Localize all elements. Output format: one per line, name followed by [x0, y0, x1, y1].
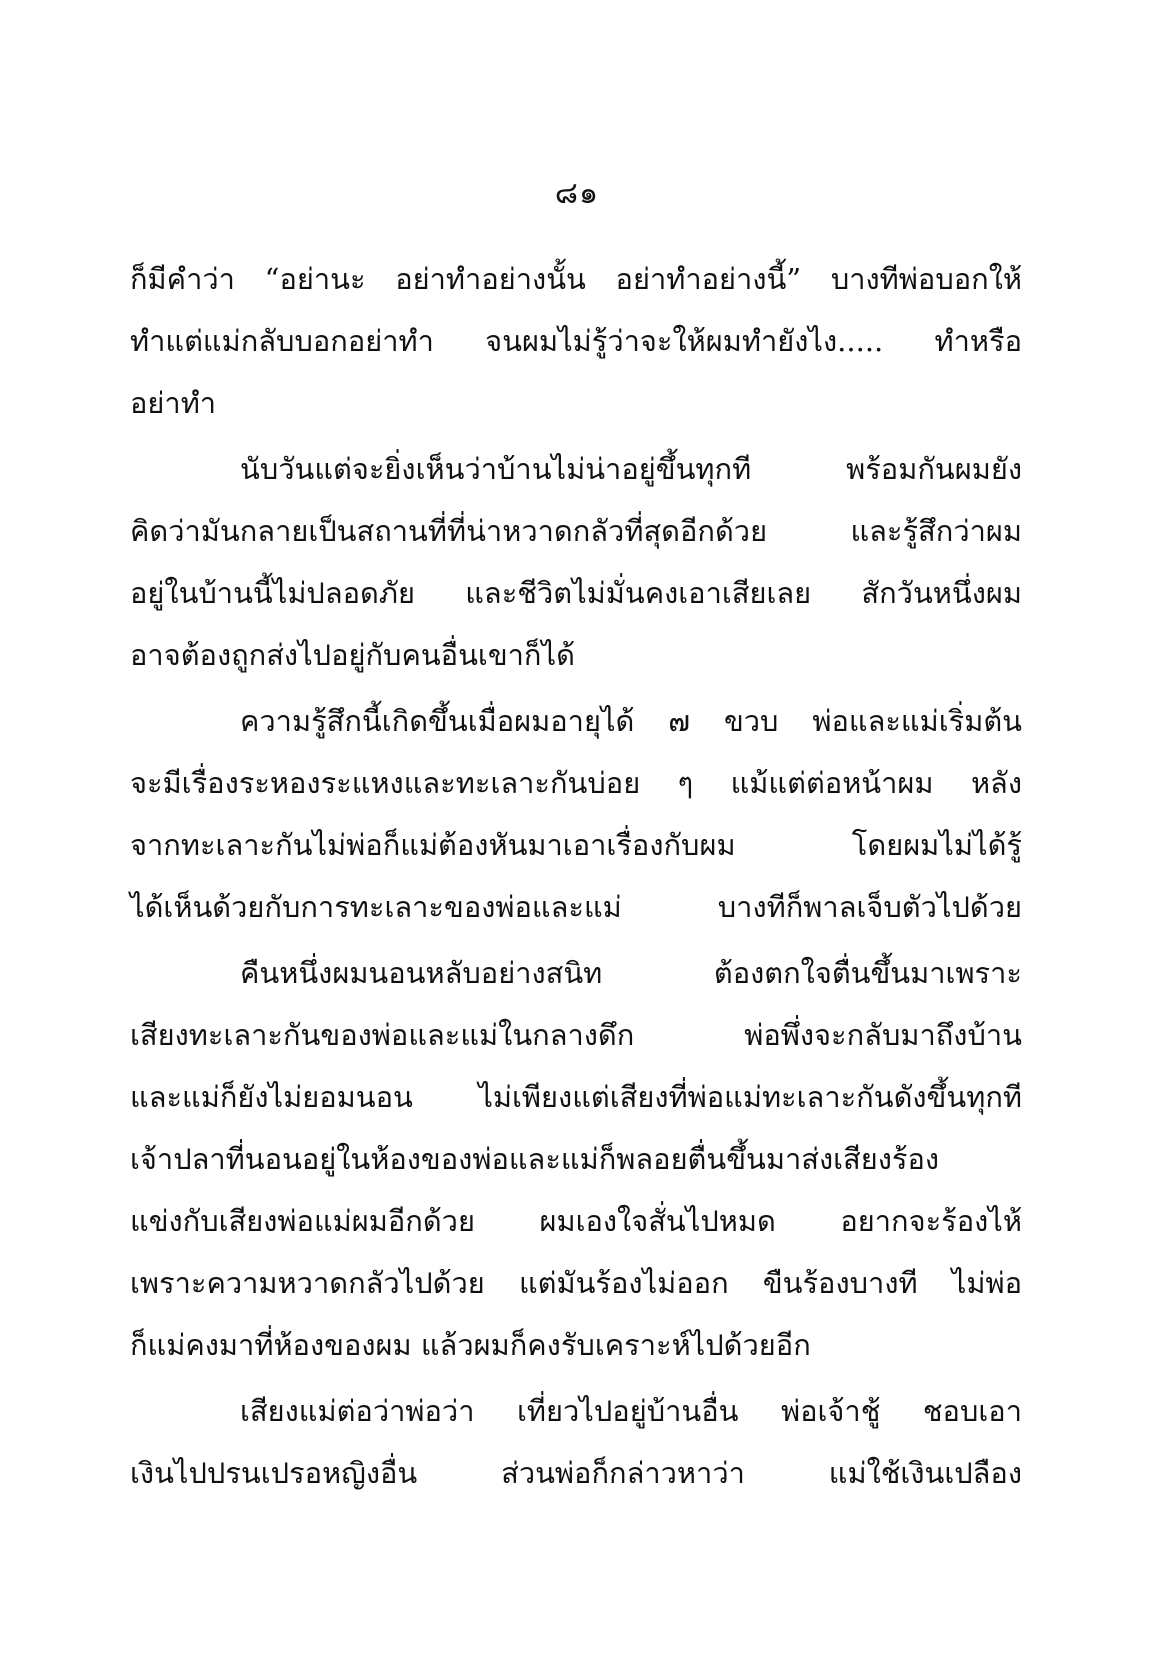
text-line: เสียงแม่ต่อว่าพ่อว่า เที่ยวไปอยู่บ้านอื่น พ่อเจ้าชู้ ชอบเอา — [240, 1394, 1022, 1428]
paragraph — [130, 438, 1022, 686]
text-line: ก็แม่คงมาที่ห้องของผม แล้วผมก็คงรับเคราะห์ไปด้วยอีก — [130, 1328, 811, 1362]
text-line: แข่งกับเสียงพ่อแม่ผมอีกด้วย ผมเองใจสั่นไปหมด อยากจะร้องไห้ — [130, 1204, 1022, 1238]
text-line: ได้เห็นด้วยกับการทะเลาะของพ่อและแม่ บางทีก็พาลเจ็บตัวไปด้วย — [130, 890, 1022, 924]
text-line: อยู่ในบ้านนี้ไม่ปลอดภัย และชีวิตไม่มั่นคงเอาเสียเลย สักวันหนึ่งผม — [130, 576, 1022, 610]
text-line: คืนหนึ่งผมนอนหลับอย่างสนิท ต้องตกใจตื่นขึ้นมาเพราะ — [240, 956, 1022, 990]
paragraph — [130, 1380, 1022, 1504]
text-line: อย่าทำ — [130, 386, 217, 420]
text-line: ทำแต่แม่กลับบอกอย่าทำ จนผมไม่รู้ว่าจะให้ผมทำยังไง..... ทำหรือ — [130, 324, 1022, 358]
text-line: เสียงทะเลาะกันของพ่อและแม่ในกลางดึก พ่อพึ่งจะกลับมาถึงบ้าน — [130, 1018, 1022, 1052]
text-line: และแม่ก็ยังไม่ยอมนอน ไม่เพียงแต่เสียงที่พ่อแม่ทะเลาะกันดังขึ้นทุกที — [130, 1080, 1022, 1114]
text-line: อาจต้องถูกส่งไปอยู่กับคนอื่นเขาก็ได้ — [130, 638, 575, 672]
paragraph — [130, 690, 1022, 938]
text-line: ก็มีคำว่า “อย่านะ อย่าทำอย่างนั้น อย่าทำอย่างนี้” บางทีพ่อบอกให้ — [130, 262, 1022, 296]
text-line: นับวันแต่จะยิ่งเห็นว่าบ้านไม่น่าอยู่ขึ้นทุกที พร้อมกันผมยัง — [240, 452, 1022, 486]
paragraph — [130, 942, 1022, 1376]
text-line: จากทะเลาะกันไม่พ่อก็แม่ต้องหันมาเอาเรื่องกับผม โดยผมไม่ได้รู้ — [130, 828, 1022, 862]
text-line: เจ้าปลาที่นอนอยู่ในห้องของพ่อและแม่ก็พลอยตื่นขึ้นมาส่งเสียงร้อง — [130, 1142, 940, 1176]
page-number: ๘๑ — [554, 176, 600, 211]
paragraph — [130, 248, 1022, 434]
text-line: ความรู้สึกนี้เกิดขึ้นเมื่อผมอายุได้ ๗ ขวบ พ่อและแม่เริ่มต้น — [240, 704, 1022, 738]
text-line: คิดว่ามันกลายเป็นสถานที่ที่น่าหวาดกลัวที่สุดอีกด้วย และรู้สึกว่าผม — [130, 514, 1022, 548]
text-line: เงินไปปรนเปรอหญิงอื่น ส่วนพ่อก็กล่าวหาว่า แม่ใช้เงินเปลือง — [130, 1456, 1022, 1490]
body-text — [130, 248, 1022, 1508]
text-line: จะมีเรื่องระหองระแหงและทะเลาะกันบ่อย ๆ แม้แต่ต่อหน้าผม หลัง — [130, 766, 1022, 800]
text-line: เพราะความหวาดกลัวไปด้วย แต่มันร้องไม่ออก ขืนร้องบางที ไม่พ่อ — [130, 1266, 1022, 1300]
